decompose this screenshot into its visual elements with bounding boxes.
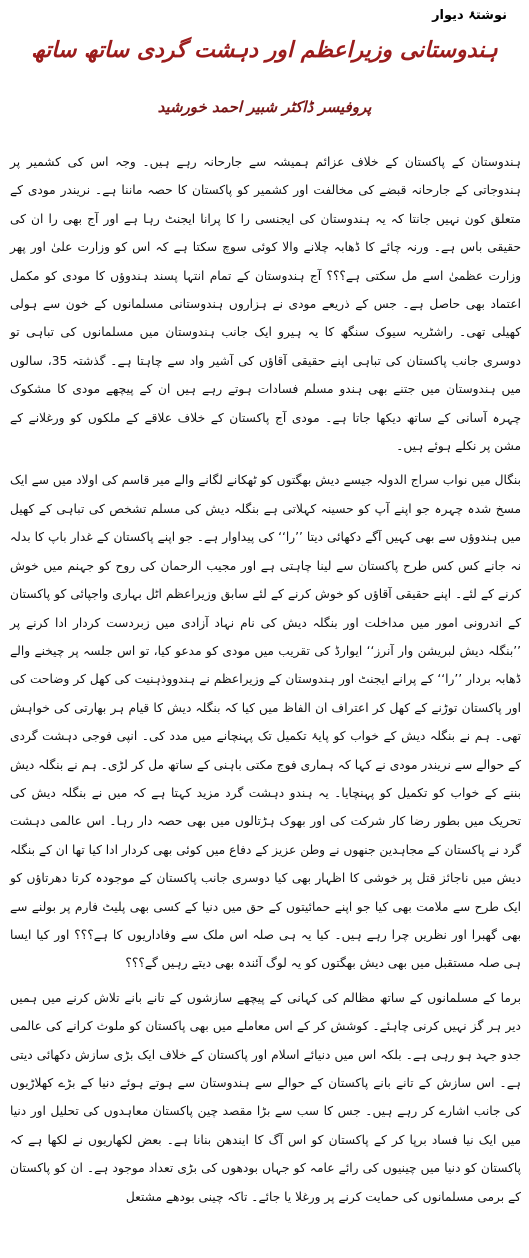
column-name-label: نوشتۂ دیوار	[432, 8, 507, 23]
article-headline: ہندوستانی وزیراعظم اور دہشت گردی ساتھ ساتھ	[31, 38, 498, 63]
article-body	[10, 148, 521, 1217]
article-paragraph: ہندوستان کے پاکستان کے خلاف عزائم ہمیشہ سے جارحانہ رہے ہیں۔ وجہ اس کی کشمیر پر ہندوجاتی کے جارحانہ قبضے کی مخالفت اور کشمیر کو پاکستان کا حصہ ماننا ہے۔ نریندر مودی کے متعلق کون نہیں جانتا کہ یہ ہندوستان کی ایجنسی را کا پرانا ایجنٹ رہا ہے اور آج بھی را ان کی حقیقی باس ہے۔ ورنہ چائے کا ڈھابہ چلانے والا کوئی سوچ سکتا ہے کہ اس کو وزارت علیٰ اور پھر وزارت عظمیٰ اسے مل سکتی ہے؟؟؟ آج ہندوستان کے تمام انتہا پسند ہندوؤں کا مودی کو مکمل اعتماد بھی حاصل ہے۔ جس کے ذریعے مودی نے ہزاروں ہندوستانی مسلمانوں کے خون سے ہولی کھیلی تھی۔ راشٹریہ سیوک سنگھ کا یہ ہیرو ایک جانب ہندوستان میں مسلمانوں کی تباہی تو دوسری جانب پاکستان کی تباہی اپنے حقیقی آقاؤں کی آشیر واد سے چاہتا ہے۔ گذشتہ 35، سالوں میں ہندوستان میں جتنے بھی ہندو مسلم فسادات ہوتے رہے ہیں ان کے پیچھے مودی کا مشکوک چہرہ آسانی کے ساتھ دیکھا جاتا ہے۔ مودی آج پاکستان کے خلاف علاقے کے ملکوں کو ورغلانے کے مشن پر نکلے ہوئے ہیں۔	[10, 155, 521, 454]
article-paragraph: بنگال میں نواب سراج الدولہ جیسے دیش بھگتوں کو ٹھکانے لگانے والے میر قاسم کی اولاد میں سے ایک مسخ شدہ چہرہ جو اپنے آپ کو حسینہ کہلاتی ہے بنگلہ دیش کی مسلم تشخص کی تباہی کے کھیل میں ہندوؤں سے بھی کہیں آگے دکھائی دیتا ’’را‘‘ کی پیداوار ہے۔ جو اپنے پاکستان کے غدار باپ کا بدلہ نہ جانے کس کس طرح پاکستان سے لینا چاہتی ہے اور مجیب الرحمان کی روح کو جہنم میں خوش کرنے کے لئے۔ اپنے حقیقی آقاؤں کو خوش کرنے کے لئے سابق وزیراعظم اٹل بہاری واجپائی کو پاکستان کے اندرونی امور میں مداخلت اور بنگلہ دیش کی نام نہاد آزادی میں زبردست کردار ادا کرنے پر ’’بنگلہ دیش لبریشن وار آنرز‘‘ ایوارڈ کی تقریب میں مودی کو مدعو کیا، تو اس جلسہ پر چیخنے والے ڈھابہ بردار ’’را‘‘ کے پرانے ایجنٹ اور ہندوستان کے وزیراعظم نے ہندووذہنیت کی کھل کر وضاحت کی اور پاکستان توڑنے کے کھل کر اعتراف ان الفاظ میں کیا کہ بنگلہ دیش کا قیام ہر بھارتی کی خواہش تھی۔ ہم نے بنگلہ دیش کے خواب کو پایۂ تکمیل تک پہنچانے میں مدد کی۔ انپی فوجی دہشت گردی کے حوالے سے نریندر مودی نے کہا کہ ہماری فوج مکتی باہنی کے ساتھ مل کر لڑی۔ ہم نے بنگلہ دیش بننے کے خواب کو تکمیل کو پہنچایا۔ یہ ہندو دہشت گرد مزید کہتا ہے کہ میں نے بنگلہ دیش کی تحریک میں بطور رضا کار شرکت کی اور بھوک ہڑتالوں میں بھی حصہ دار رہا۔ اس عالمی دہشت گرد نے پاکستان کے مجاہدین جنھوں نے وطن عزیز کے دفاع میں کوئی بھی کردار ادا کیا تھا ان کے بنگلہ دیش میں ناجائز قتل پر خوشی کا اظہار بھی کیا دوسری جانب پاکستان کے موجودہ کرتا دھرتاؤں کو ایک طرح سے ملامت بھی کیا جو اپنے حمائیتوں کے حق میں دنیا کے کسی بھی پلیٹ فارم پر بولنے سے بھی گھبرا اور نظریں چرا رہے ہیں۔ کیا یہ ہی صلہ اس ملک سے وفاداریوں کا ہے؟؟؟ اور کیا ایسا ہی صلہ مستقبل میں بھی دیش بھگتوں کو یہ لوگ آئندہ بھی دیتے رہیں گے؟؟؟	[10, 473, 521, 971]
author-byline: پروفیسر ڈاکٹر شبیر احمد خورشید	[157, 98, 372, 116]
article-paragraph: برما کے مسلمانوں کے ساتھ مظالم کی کہانی کے پیچھے سازشوں کے تانے بانے تلاش کرنے میں ہمیں دیر ہر گز نہیں کرنی چاہئے۔ کوشش کر کے اس معاملے میں بھی پاکستان کو ملوث کرانے کی عالمی جدو جہد ہو رہی ہے۔ بلکہ اس میں دنیائے اسلام اور پاکستان کے خلاف ایک بڑی سازش دکھائی دیتی ہے۔ اس سازش کے تانے بانے پاکستان کے حوالے سے ہندوستان سے ہوتے ہوئے دنیا کے بڑے کھلاڑیوں کی جانب اشارے کر رہے ہیں۔ جس کا سب سے بڑا مقصد چین پاکستان معاہدوں کی تحلیل اور دنیا میں ایک نیا فساد برپا کر کے پاکستان کو اس آگ کا ایندھن بنانا ہے۔ بعض لکھاریوں نے لکھا ہے کہ پاکستان کو دنیا میں چینیوں کی رائے عامہ کو جہاں بودھوں کی بڑی تعداد موجود ہے۔ ان کو پاکستان کے برمی مسلمانوں کی حمایت کرنے پر ورغلا یا جائے۔ تاکہ چینی بودھے مشتعل	[10, 990, 521, 1204]
